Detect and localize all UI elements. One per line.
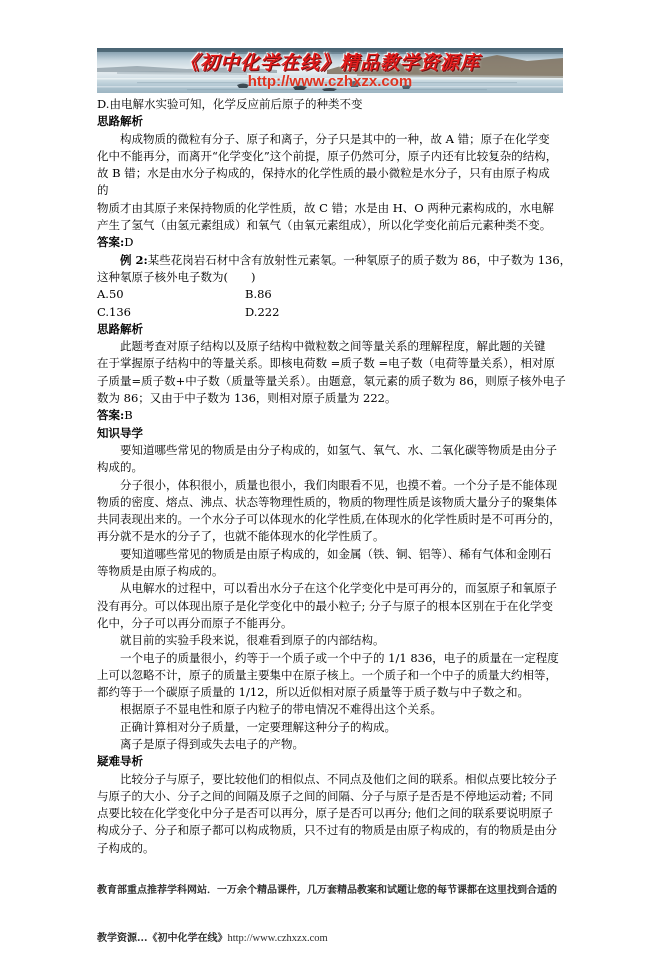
- text-line: [97, 390, 567, 407]
- text-run: 物质的密度、熔点、沸点、状态等物理性质的，物质的物理性质是该物质大量分子的聚集体: [97, 494, 557, 509]
- banner-url-text: http://www.czhxzx.com: [247, 73, 413, 90]
- text-run: 子构成的。: [97, 840, 155, 855]
- text-line: [97, 148, 567, 165]
- text-line: [97, 373, 567, 390]
- text-line: [97, 546, 567, 563]
- text-run: D.由电解水实验可知，化学反应前后原子的种类不变: [97, 97, 363, 111]
- text-line: [97, 580, 567, 597]
- text-line: [97, 304, 567, 321]
- text-run: 正确计算相对分子质量，一定要理解这种分子的构成。: [97, 719, 396, 734]
- text-run: 思路解析: [97, 114, 143, 129]
- document-body: [97, 96, 572, 857]
- text-run: 答案:: [97, 235, 125, 250]
- text-run: D: [124, 235, 134, 250]
- text-run: 故 B 错；水是由水分子构成的，保持水的化学性质的最小微粒是水分子，只有由原子构成: [97, 166, 550, 181]
- text-line: [97, 459, 567, 476]
- text-run: 构成的。: [97, 460, 143, 475]
- text-run: B: [124, 408, 133, 423]
- text-line: [97, 805, 567, 822]
- text-line: [97, 113, 567, 130]
- text-run: 化中不能再分，而离开“化学变化”这个前提，原子仍然可分，原子内还有比较复杂的结构，: [97, 148, 558, 163]
- text-line: [97, 182, 567, 199]
- text-run: 例 2:: [120, 252, 148, 267]
- text-run: 比较分子与原子，要比较他们的相似点、不同点及他们之间的联系。相似点要比较分子: [97, 771, 557, 786]
- text-line: [97, 355, 567, 372]
- text-run: C.136: [97, 304, 131, 319]
- text-line: [97, 96, 567, 113]
- text-run: 产生了氢气（由氢元素组成）和氧气（由氧元素组成），所以化学变化前后元素种类不变。: [97, 218, 552, 233]
- text-run: 答案:: [97, 408, 125, 423]
- text-run: 构成物质的微粒有分子、原子和离子，分子只是其中的一种，故 A 错；原子在化学变: [97, 131, 550, 146]
- text-line: [97, 771, 567, 788]
- text-run: 一个电子的质量很小，约等于一个质子或一个中子的 1/1 836，电子的质量在一定程度: [97, 650, 559, 665]
- text-run: 要知道哪些常见的物质是由原子构成的，如金属（铁、铜、铝等）、稀有气体和金刚石: [97, 546, 552, 561]
- text-line: [97, 753, 567, 770]
- footer-line-2: [97, 931, 577, 947]
- text-line: [97, 425, 567, 442]
- text-run: 的: [97, 183, 109, 198]
- text-run: [97, 253, 120, 267]
- text-line: [97, 477, 567, 494]
- text-run: A.50: [97, 287, 124, 302]
- text-run: 化中，分子可以再分而原子不能再分。: [97, 615, 293, 630]
- text-line: [97, 719, 567, 736]
- text-line: [97, 494, 567, 511]
- text-line: [97, 234, 567, 251]
- text-line: [97, 442, 567, 459]
- footer-url-text: http://www.czhxzx.com: [227, 933, 328, 944]
- text-line: [97, 321, 567, 338]
- text-line: [97, 269, 567, 286]
- text-run: 离子是原子得到或失去电子的产物。: [97, 736, 304, 751]
- text-line: [97, 407, 567, 424]
- text-line: [97, 632, 567, 649]
- text-run: 要知道哪些常见的物质是由分子构成的，如氢气、氧气、水、二氧化碳等物质是由分子: [97, 442, 557, 457]
- text-line: [97, 598, 567, 615]
- text-line: [97, 788, 567, 805]
- text-run: 从电解水的过程中，可以看出水分子在这个化学变化中是可再分的，而氢原子和氧原子: [97, 581, 557, 596]
- text-line: [97, 217, 567, 234]
- text-run: 这种氡原子核外电子数为( ): [97, 269, 256, 284]
- text-line: [97, 200, 567, 217]
- text-run: 与原子的大小、分子之间的间隔及原子之间的间隔、分子与原子是否是不停地运动着; 不同: [97, 788, 554, 803]
- text-run: 子质量=质子数+中子数（质量等量关系）。由题意，氡元素的质子数为 86，则原子核外电子: [97, 373, 566, 388]
- footer-line-1: 教育部重点推荐学科网站．一万余个精品课件，几万套精品教案和试题让您的每节课都在这里找到合适的: [97, 885, 557, 896]
- text-line: [97, 286, 567, 303]
- text-line: [97, 736, 567, 753]
- site-banner-image: [97, 48, 563, 93]
- text-run: 某些花岗岩石材中含有放射性元素氡。一种氡原子的质子数为 86，中子数为 136，: [147, 252, 572, 267]
- text-run: 物质才由其原子来保持物质的化学性质，故 C 错；水是由 H、O 两种元素构成的，水电解: [97, 200, 554, 215]
- text-run: 思路解析: [97, 321, 143, 336]
- text-run: B.86: [245, 287, 272, 302]
- text-line: [97, 684, 567, 701]
- text-run: 分子很小，体积很小，质量也很小，我们肉眼看不见，也摸不着。一个分子是不能体现: [97, 477, 557, 492]
- text-run: D.222: [245, 304, 280, 319]
- text-run: 没有再分。可以体现出原子是化学变化中的最小粒子; 分子与原子的根本区别在于在化学变: [97, 598, 554, 613]
- text-line: [97, 511, 567, 528]
- text-run: 就目前的实验手段来说，很难看到原子的内部结构。: [97, 633, 385, 648]
- text-run: 在于掌握原子结构中的等量关系。即核电荷数 =质子数 =电子数（电荷等量关系），相对原: [97, 356, 555, 371]
- text-run: 知识导学: [97, 425, 143, 440]
- text-run: 数为 86；又由于中子数为 136，则相对原子质量为 222。: [97, 391, 397, 406]
- page-footer: [97, 851, 577, 979]
- text-line: [97, 563, 567, 580]
- text-line: [97, 528, 567, 545]
- text-run: 都约等于一个碳原子质量的 1/12，所以近似相对原子质量等于质子数与中子数之和。: [97, 685, 529, 700]
- text-line: [97, 650, 567, 667]
- text-line: [97, 338, 567, 355]
- text-run: 点要比较在化学变化中分子是否可以再分，原子是否可以再分; 他们之间的联系要说明原子: [97, 806, 554, 821]
- text-run: 此题考查对原子结构以及原子结构中微粒数之间等量关系的理解程度，解此题的关键: [97, 339, 546, 354]
- text-line: [97, 131, 567, 148]
- banner-title: 《初中化学在线》精品教学资源库: [179, 52, 480, 74]
- text-run: 根据原子不显电性和原子内粒子的带电情况不难得出这个关系。: [97, 702, 442, 717]
- text-line: [97, 701, 567, 718]
- text-run: 上可以忽略不计，原子的质量主要集中在原子核上。一个质子和一个中子的质量大约相等，: [97, 667, 557, 682]
- text-line: [97, 165, 567, 182]
- text-run: 再分就不是水的分子了，也就不能体现水的化学性质了。: [97, 529, 385, 544]
- text-line: [97, 615, 567, 632]
- text-line: [97, 667, 567, 684]
- text-line: [97, 822, 567, 839]
- text-run: 等物质是由原子构成的。: [97, 564, 224, 579]
- text-run: 共同表现出来的。一个水分子可以体现水的化学性质,在体现水的化学性质时是不可再分的，: [97, 512, 561, 527]
- footer-line-2-text: 教学资源...《初中化学在线》: [97, 933, 228, 944]
- text-run: 疑难导析: [97, 754, 143, 769]
- text-run: 构成分子、分子和原子都可以构成物质，只不过有的物质是由原子构成的，有的物质是由分: [97, 823, 557, 838]
- text-line: [97, 252, 572, 269]
